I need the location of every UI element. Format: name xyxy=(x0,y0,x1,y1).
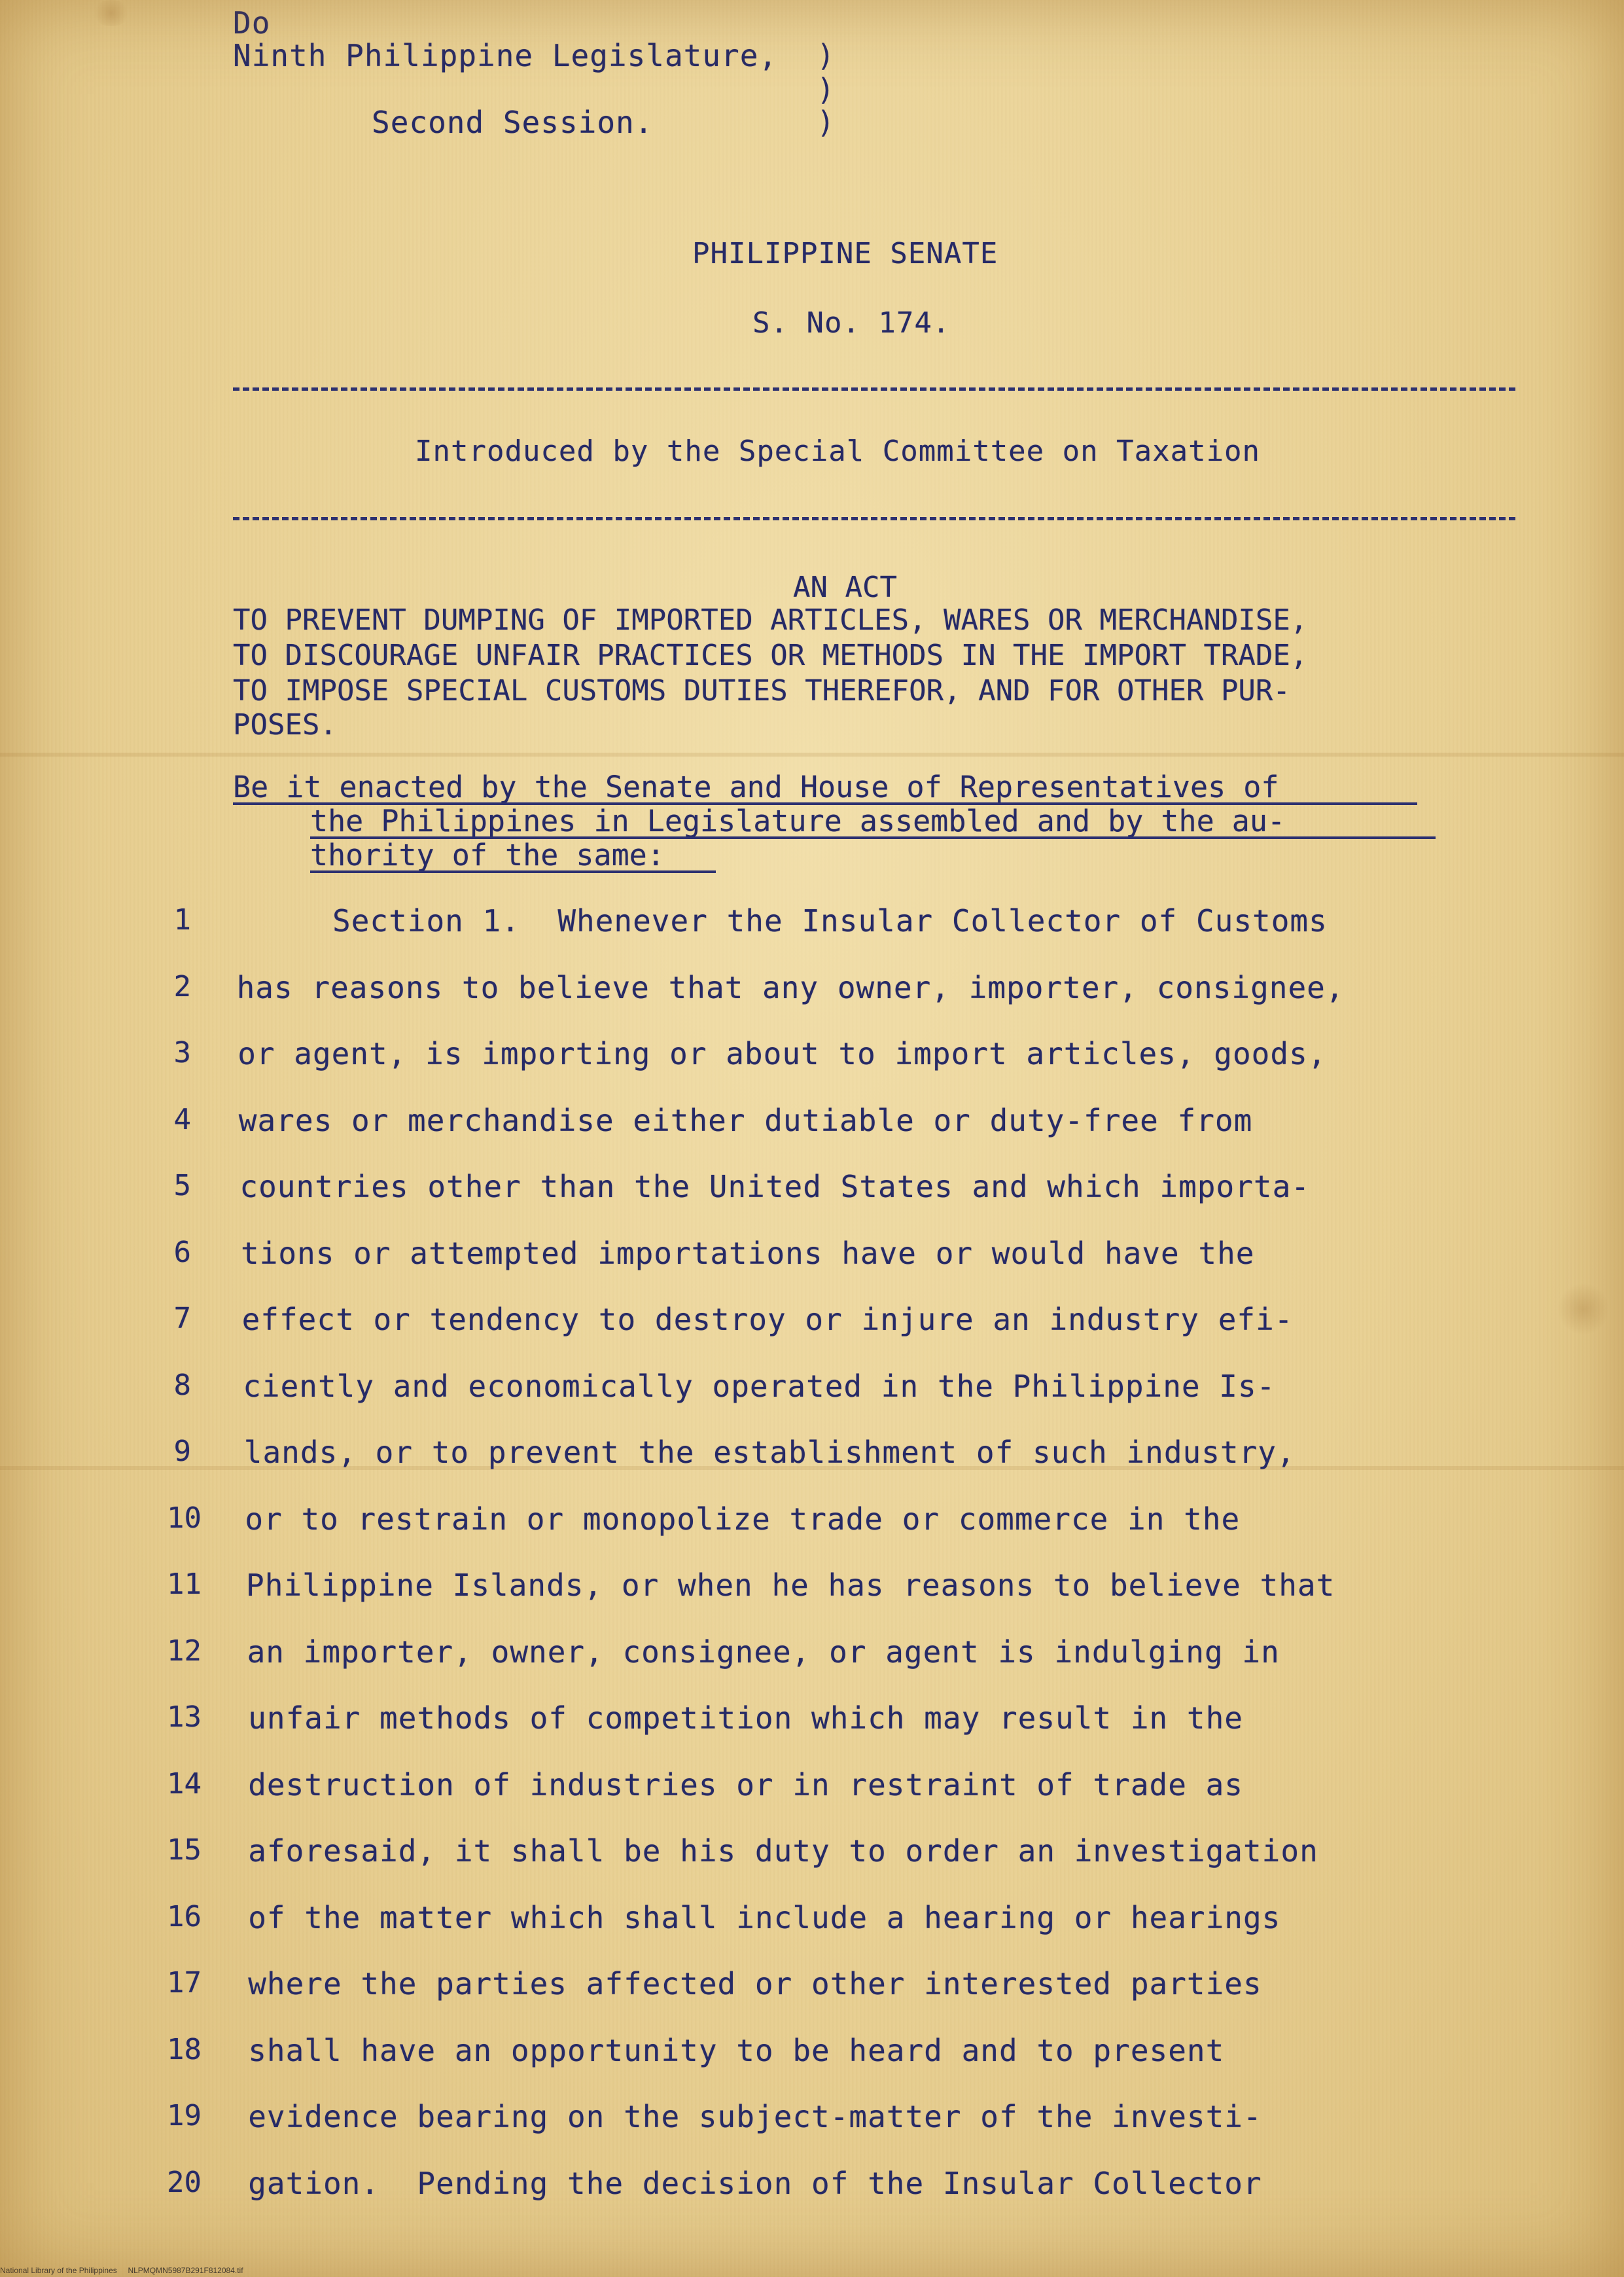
line-number: 18 xyxy=(167,2033,202,2066)
line-number: 4 xyxy=(173,1103,191,1136)
line-number: 5 xyxy=(173,1169,191,1202)
body-line: wares or merchandise either dutiable or duty-free from xyxy=(238,1103,1253,1138)
bill-number: S. No. 174. xyxy=(752,306,951,340)
body-line: evidence bearing on the subject-matter of the investi- xyxy=(248,2099,1262,2134)
line-number: 13 xyxy=(167,1700,202,1734)
body-line: tions or attempted importations have or would have the xyxy=(241,1236,1255,1271)
bracket-mid: ) xyxy=(817,72,835,107)
do-mark: Do xyxy=(233,5,271,41)
stain xyxy=(1557,1283,1610,1335)
line-number: 14 xyxy=(167,1767,202,1801)
body-line: countries other than the United States and which importa- xyxy=(239,1169,1310,1204)
body-line: effect or tendency to destroy or injure an industry efi- xyxy=(241,1302,1294,1337)
line-number: 6 xyxy=(173,1236,191,1269)
body-line: an importer, owner, consignee, or agent is indulging in xyxy=(247,1634,1280,1670)
body-line: where the parties affected or other interested parties xyxy=(248,1966,1262,2001)
session-label: Second Session. xyxy=(372,105,654,140)
act-line: POSES. xyxy=(233,708,337,742)
line-number: 16 xyxy=(167,1900,202,1933)
body-line: or agent, is importing or about to import articles, goods, xyxy=(238,1036,1327,1071)
body-line: or to restrain or monopolize trade or commerce in the xyxy=(245,1501,1241,1537)
introduced-by: Introduced by the Special Committee on Taxation xyxy=(415,435,1261,468)
line-number: 19 xyxy=(167,2099,202,2132)
line-number: 9 xyxy=(173,1435,191,1468)
line-number: 11 xyxy=(167,1568,202,1601)
body-line: Philippine Islands, or when he has reasons to believe that xyxy=(246,1568,1335,1603)
senate-title: PHILIPPINE SENATE xyxy=(692,237,998,270)
body-line: gation. Pending the decision of the Insular Collector xyxy=(248,2166,1262,2201)
line-number: 12 xyxy=(167,1634,202,1668)
line-number: 10 xyxy=(167,1501,202,1535)
body-line: lands, or to prevent the establishment of such industry, xyxy=(243,1435,1296,1470)
line-number: 15 xyxy=(167,1833,202,1867)
enacting-clause-line: the Philippines in Legislature assembled and by the au- xyxy=(310,804,1286,838)
archive-footer: National Library of the Philippines NLPMQMN5987B291F812084.tif xyxy=(0,2266,243,2275)
body-line: shall have an opportunity to be heard and to present xyxy=(248,2033,1225,2068)
act-line: TO IMPOSE SPECIAL CUSTOMS DUTIES THEREFOR, AND FOR OTHER PUR- xyxy=(233,674,1290,708)
separator-bottom xyxy=(233,517,1515,520)
line-number: 8 xyxy=(173,1369,191,1402)
body-line: has reasons to believe that any owner, importer, consignee, xyxy=(236,970,1345,1005)
act-line: TO PREVENT DUMPING OF IMPORTED ARTICLES, WARES OR MERCHANDISE, xyxy=(233,603,1308,637)
line-number: 17 xyxy=(167,1966,202,1999)
bracket-bottom: ) xyxy=(817,105,835,140)
act-line: TO DISCOURAGE UNFAIR PRACTICES OR METHODS IN THE IMPORT TRADE, xyxy=(233,639,1308,672)
body-line: destruction of industries or in restraint of trade as xyxy=(248,1767,1243,1802)
line-number: 2 xyxy=(173,970,191,1003)
legislature-label: Ninth Philippine Legislature, xyxy=(233,38,778,73)
body-line: unfair methods of competition which may result in the xyxy=(248,1700,1243,1736)
separator-top xyxy=(233,387,1515,391)
line-number: 20 xyxy=(167,2166,202,2199)
act-heading: AN ACT xyxy=(793,571,897,604)
body-line: of the matter which shall include a hearing or hearings xyxy=(248,1900,1281,1935)
paper-fold xyxy=(0,753,1624,757)
line-number: 7 xyxy=(173,1302,191,1335)
enacting-underline xyxy=(310,870,716,873)
enacting-clause-line: thority of the same: xyxy=(310,838,665,872)
body-line: ciently and economically operated in the Philippine Is- xyxy=(243,1369,1276,1404)
stain xyxy=(92,0,131,26)
line-number: 1 xyxy=(173,903,191,937)
body-line: Section 1. Whenever the Insular Collector of Customs xyxy=(332,903,1328,939)
body-line: aforesaid, it shall be his duty to order an investigation xyxy=(248,1833,1318,1869)
bracket-top: ) xyxy=(817,38,835,73)
line-number: 3 xyxy=(173,1036,191,1069)
enacting-clause-line: Be it enacted by the Senate and House of Representatives of xyxy=(233,770,1279,804)
